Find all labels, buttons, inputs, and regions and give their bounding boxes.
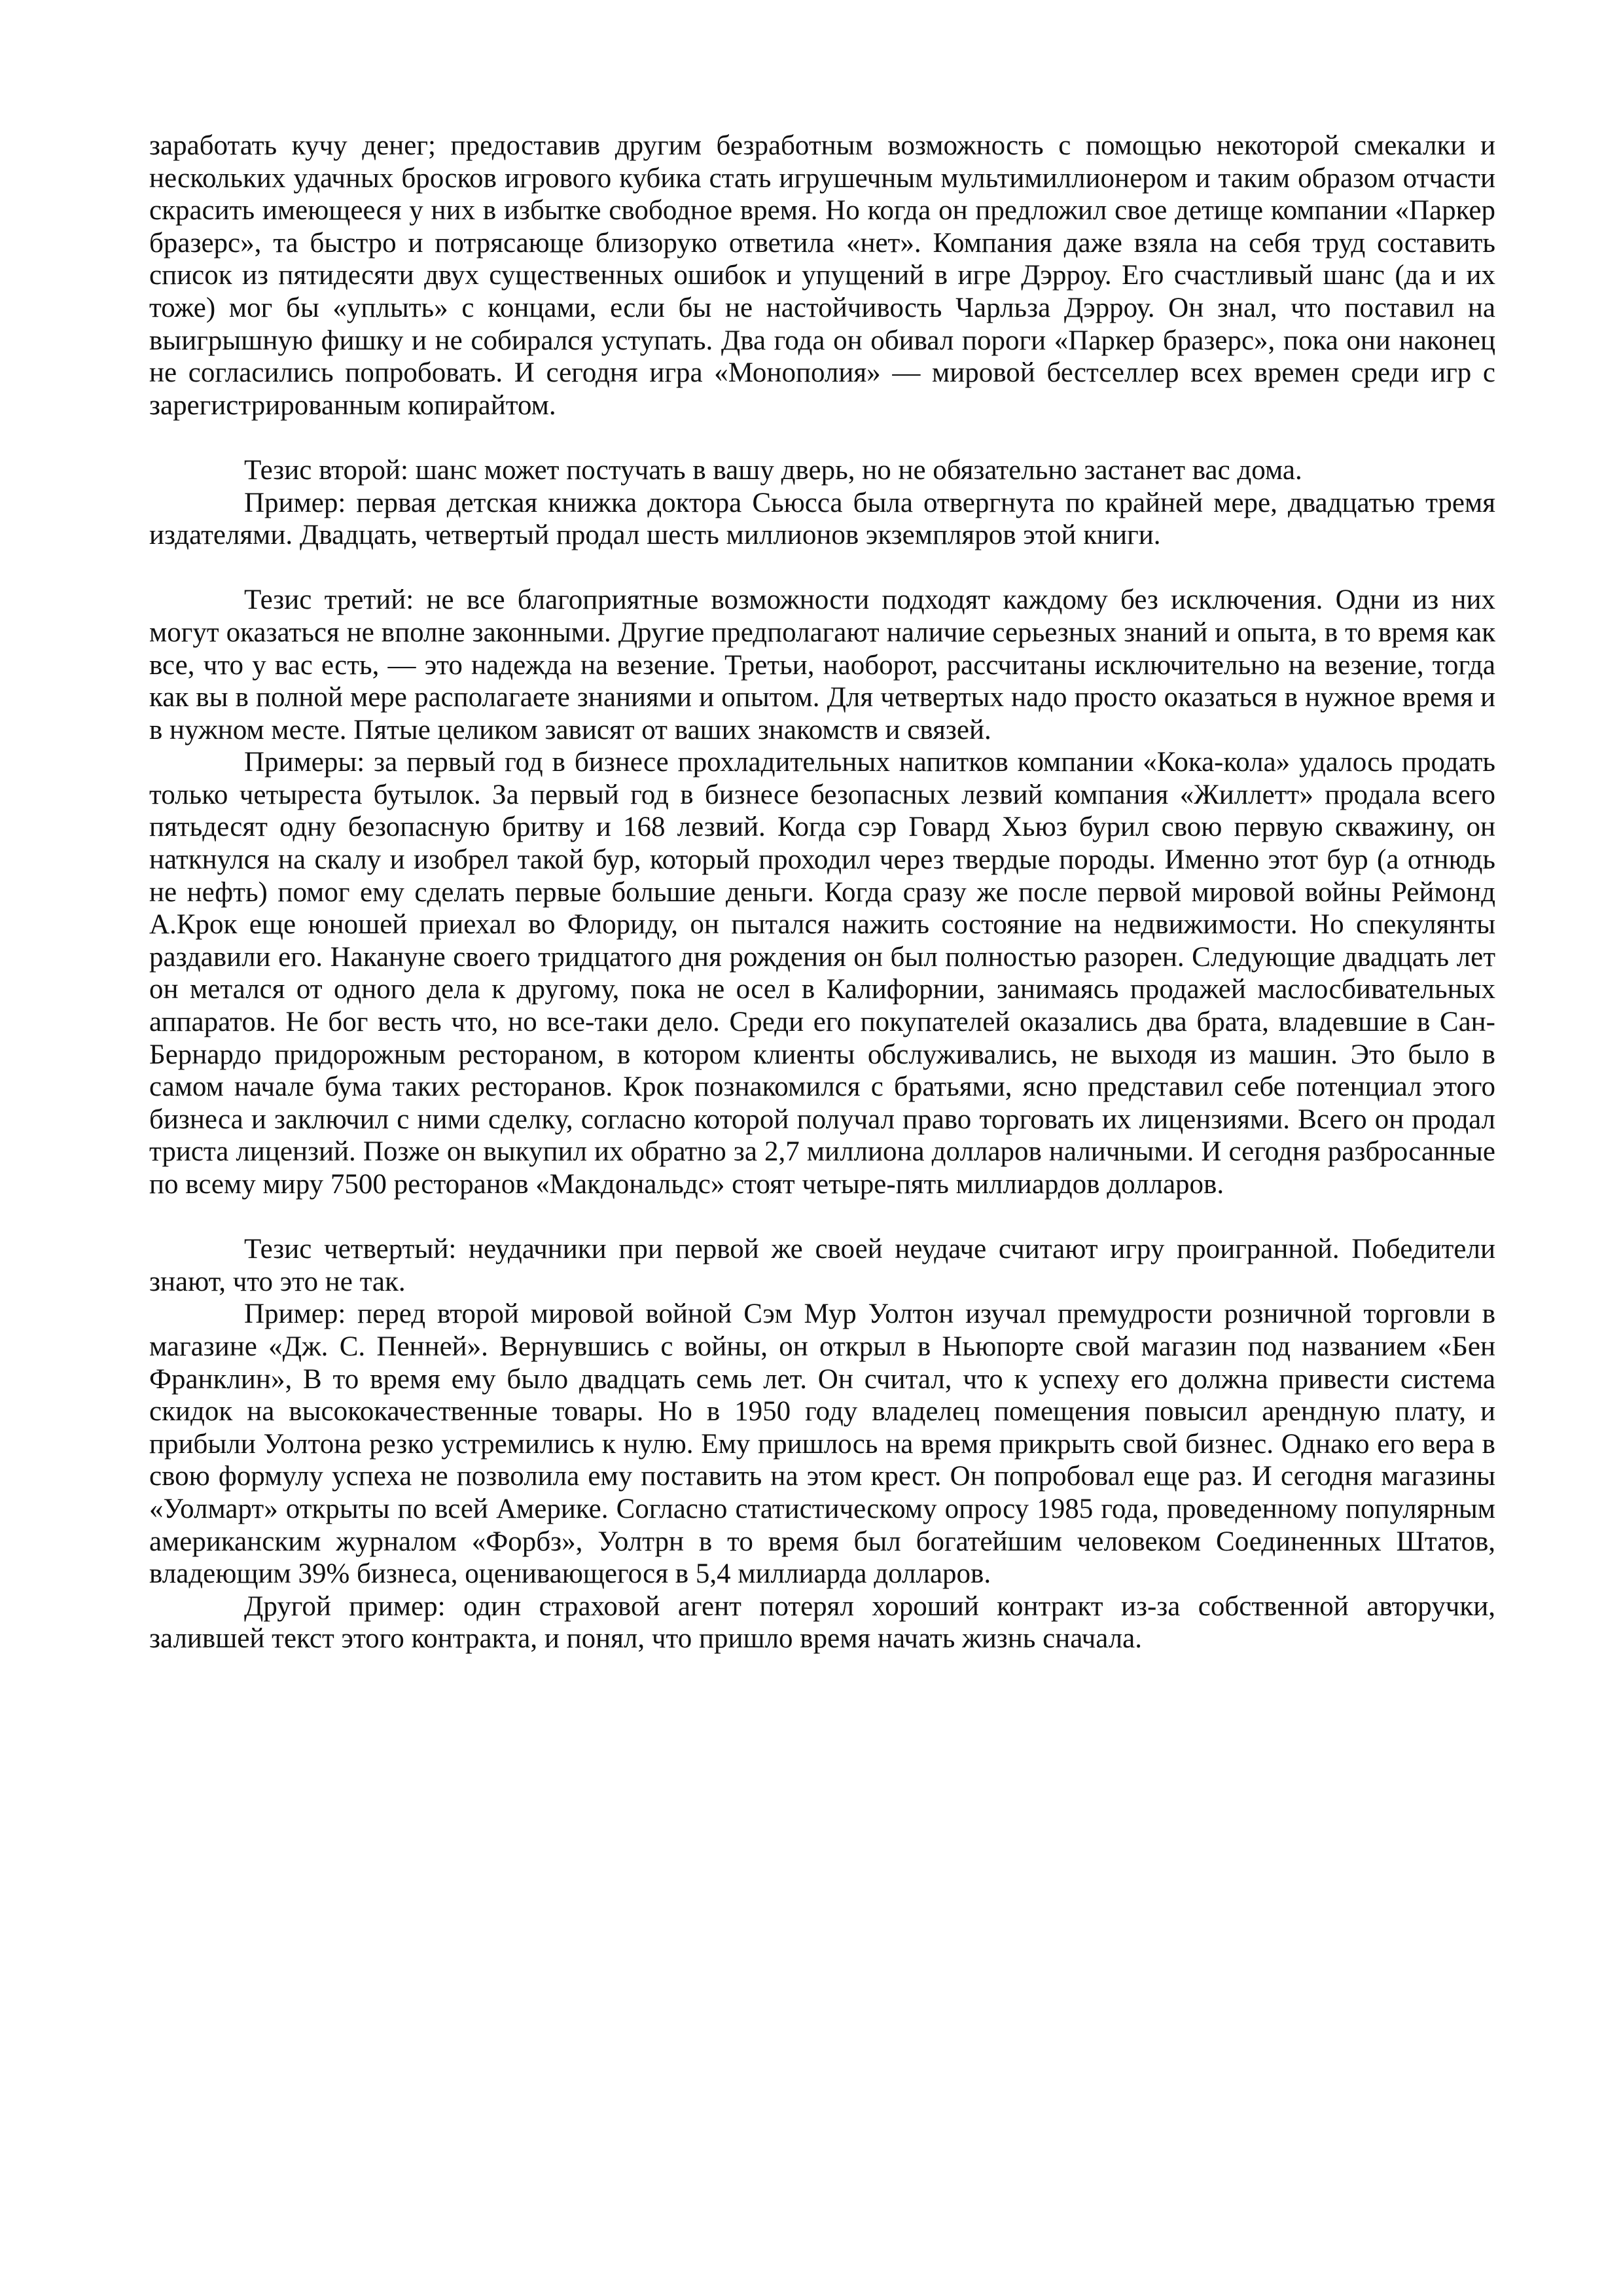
thesis-two: Тезис второй: шанс может постучать в вашу дверь, но не обязательно застанет вас дома.: [244, 454, 1302, 486]
paragraph-monopoly-story: заработать кучу денег; предоставив другим безработным возможность с помощью некоторой смекалки и нескольких удачных бросков игрового кубика стать игрушечным мультимиллионером и таким образом отчасти скрасить имеющееся у них в избытке свободное время. Но когда он предложил свое детище компании «Паркер бразерс», та быстро и потрясающе близоруко ответила «нет». Компания даже взяла на себя труд составить список из пятидесяти двух существенных ошибок и упущений в игре Дэрроу. Его счастливый шанс (да и их тоже) мог бы «уплыть» с концами, если бы не настойчивость Чарльза Дэрроу. Он знал, что поставил на выигрышную фишку и не собирался уступать. Два года он обивал пороги «Паркер бразерс», пока они наконец не согласились попробовать. И сегодня игра «Монополия» — мировой бестселлер всех времен среди игр с зарегистрированным копирайтом.: [149, 130, 1495, 421]
example-walton: Пример: перед второй мировой войной Сэм Мур Уолтон изучал премудрости розничной торговли в магазине «Дж. С. Пенней». Вернувшись с войны, он открыл в Ньюпорте свой магазин под названием «Бен Франклин», В то время ему было двадцать семь лет. Он считал, что к успеху его должна привести система скидок на высококачественные товары. Но в 1950 году владелец помещения повысил арендную плату, и прибыли Уолтона резко устремились к нулю. Ему пришлось на время прикрыть свой бизнес. Однако его вера в свою формулу успеха не позволила ему поставить на этом крест. Он попробовал еще раз. И сегодня магазины «Уолмарт» открыты по всей Америке. Согласно статистическому опросу 1985 года, проведенному популярным американским журналом «Форбз», Уолтрн в то время был богатейшим человеком Соединенных Штатов, владеющим 39% бизнеса, оценивающегося в 5,4 миллиарда долларов.: [149, 1299, 1495, 1590]
thesis-three: Тезис третий: не все благоприятные возможности подходят каждому без исключения. Одни из них могут оказаться не вполне законными. Другие предполагают наличие серьезных знаний и опыта, в то время как все, что у вас есть, — это надежда на везение. Третьи, наоборот, рассчитаны исключительно на везение, тогда как вы в полной мере располагаете знаниями и опытом. Для четвертых надо просто оказаться в нужное время и в нужном месте. Пятые целиком зависят от ваших знакомств и связей.: [149, 584, 1495, 745]
example-dr-seuss: Пример: первая детская книжка доктора Сьюсса была отвергнута по крайней мере, двадцатью тремя издателями. Двадцать, четвертый продал шесть миллионов экземпляров этой книги.: [149, 487, 1495, 551]
thesis-four: Тезис четвертый: неудачники при первой же своей неудаче считают игру проигранной. Победители знают, что это не так.: [149, 1234, 1495, 1297]
example-insurance-agent: Другой пример: один страховой агент потерял хороший контракт из-за собственной авторучки, залившей текст этого контракта, и понял, что пришло время начать жизнь сначала.: [149, 1590, 1495, 1655]
document-page: [149, 130, 1495, 2211]
examples-coca-cola-kroc: Примеры: за первый год в бизнесе прохладительных напитков компании «Кока-кола» удалось продать только четыреста бутылок. За первый год в бизнесе безопасных лезвий компания «Жиллетт» продала всего пятьдесят одну безопасную бритву и 168 лезвий. Когда сэр Говард Хьюз бурил свою первую скважину, он наткнулся на скалу и изобрел такой бур, который проходил через твердые породы. Именно этот бур (а отнюдь не нефть) помог ему сделать первые большие деньги. Когда сразу же после первой мировой войны Реймонд А.Крок еще юношей приехал во Флориду, он пытался нажить состояние на недвижимости. Но спекулянты раздавили его. Накануне своего тридцатого дня рождения он был полностью разорен. Следующие двадцать лет он метался от одного дела к другому, пока не осел в Калифорнии, занимаясь продажей маслосбивательных аппаратов. Не бог весть что, но все-таки дело. Среди его покупателей оказались два брата, владевшие в Сан-Бернардо придорожным рестораном, в котором клиенты обслуживались, не выходя из машин. Это было в самом начале бума таких ресторанов. Крок познакомился с братьями, ясно представил себе потенциал этого бизнеса и заключил с ними сделку, согласно которой получал право торговать их лицензиями. Всего он продал триста лицензий. Позже он выкупил их обратно за 2,7 миллиона долларов наличными. И сегодня разбросанные по всему миру 7500 ресторанов «Макдональдс» стоят четыре-пять миллиардов долларов.: [149, 747, 1495, 1200]
